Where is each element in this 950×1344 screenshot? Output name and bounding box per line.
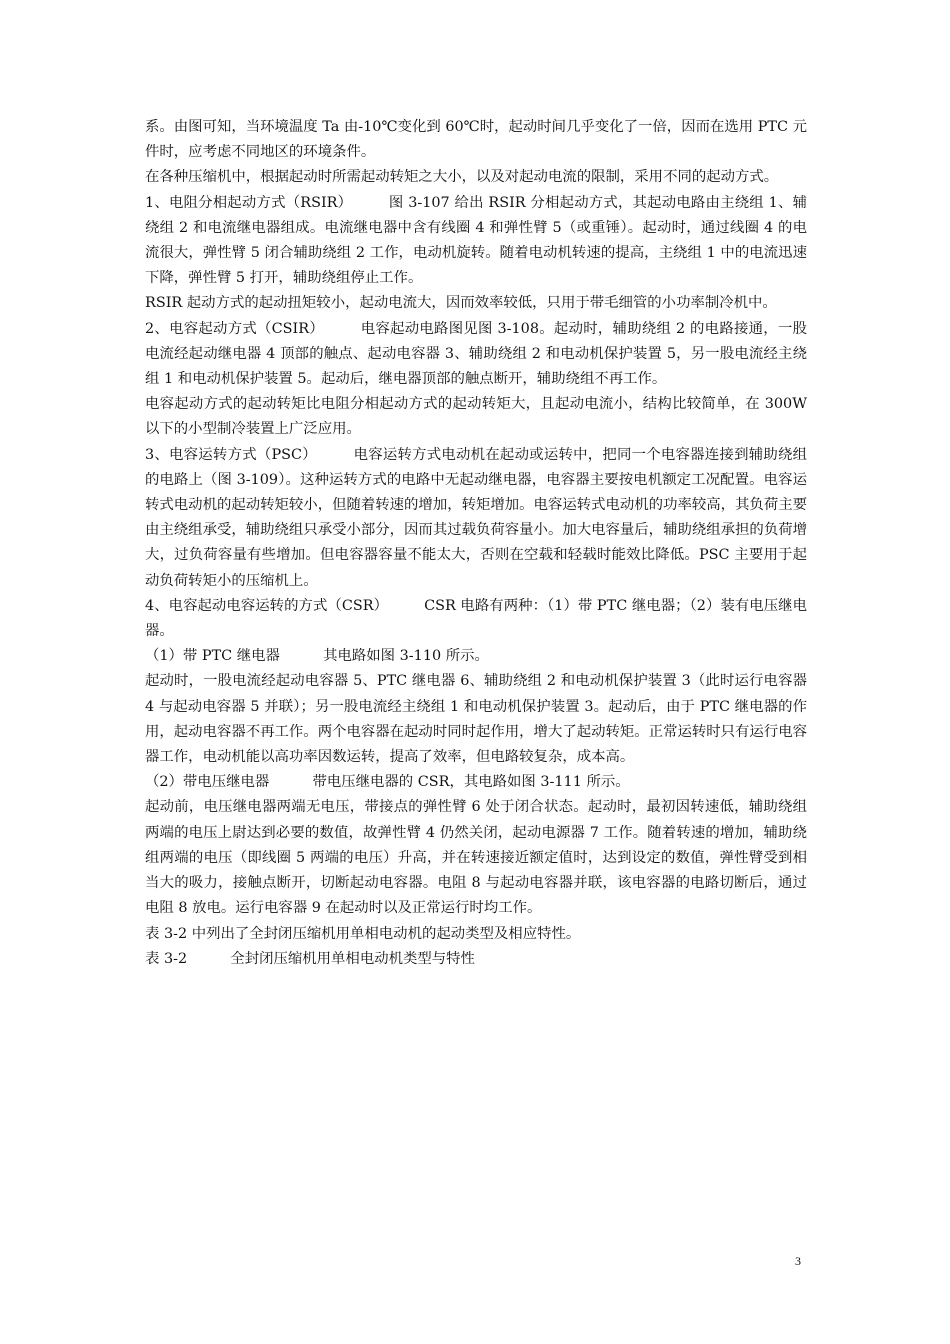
table-caption: 表 3-2 全封闭压缩机用单相电动机类型与特性	[145, 950, 475, 967]
paragraph-csr-ptc-heading: （1）带 PTC 继电器 其电路如图 3-110 所示。	[145, 648, 489, 665]
paragraph-csir-note: 电容起动方式的起动转矩比电阻分相起动方式的起动转矩大，且起动电流小，结构比较简单，在 300W 以下的小型制冷装置上广泛应用。	[145, 396, 807, 438]
paragraph-rsir-note: RSIR 起动方式的起动扭矩较小，起动电流大，因而效率较低，只用于带毛细管的小功率制冷机中。	[145, 295, 777, 312]
paragraph-psc: 3、电容运转方式（PSC） 电容运转方式电动机在起动或运转中，把同一个电容器连接到辅助绕组的电路上（图 3-109）。这种运转方式的电路中无起动继电器，电容器主要按电机额定工况配置。电容运转式电动机的起动转矩较小，但随着转速的增加，转矩增加。电容运转式电动机的功率较高，其负荷主要由主绕组承受，辅助绕组只承受小部分，因而其过载负荷容量小。加大电容量后，辅助绕组承担的负荷增大，过负荷容量有些增加。但电容器容量不能太大，否则在空载和轻载时能效比降低。PSC 主要用于起动负荷转矩小的压缩机上。	[145, 446, 807, 589]
paragraph-table-intro: 表 3-2 中列出了全封闭压缩机用单相电动机的起动类型及相应特性。	[145, 925, 581, 942]
document-body	[145, 115, 807, 972]
paragraph-csr: 4、电容起动电容运转的方式（CSR） CSR 电路有两种：（1）带 PTC 继电器；（2）装有电压继电器。	[145, 597, 807, 640]
paragraph-rsir: 1、电阻分相起动方式（RSIR） 图 3-107 给出 RSIR 分相起动方式，其起动电路由主绕组 1、辅绕组 2 和电流继电器组成。电流继电器中含有线圈 4 和弹性臂 5（或重锤）。起动时，通过线圈 4 的电流很大，弹性臂 5 闭合辅助绕组 2 工作，电动机旋转。随着电动机转速的提高，主绕组 1 中的电流迅速下降，弹性臂 5 打开，辅助绕组停止工作。	[145, 194, 807, 287]
paragraph-csr-voltage-heading: （2）带电压继电器 带电压继电器的 CSR，其电路如图 3-111 所示。	[145, 774, 630, 791]
page-number: 3	[795, 1254, 801, 1268]
paragraph-csir: 2、电容起动方式（CSIR） 电容起动电路图见图 3-108。起动时，辅助绕组 2 的电路接通，一股电流经起动继电器 4 顶部的触点、起动电容器 3、辅助绕组 2 和电动机保护装置 5，另一股电流经主绕组 1 和电动机保护装置 5。起动后，继电器顶部的触点断开，辅助绕组不再工作。	[145, 320, 807, 388]
paragraph-csr-voltage: 起动前，电压继电器两端无电压，带接点的弹性臂 6 处于闭合状态。起动时，最初因转速低，辅助绕组两端的电压上尉达到必要的数值，故弹性臂 4 仍然关闭，起动电源器 7 工作。随着转速的增加，辅助绕组两端的电压（即线圈 5 两端的电压）升高，并在转速接近额定值时，达到设定的数值，弹性臂受到相当大的吸力，接触点断开，切断起动电容器。电阻 8 与起动电容器并联，该电容器的电路切断后，通过电阻 8 放电。运行电容器 9 在起动时以及正常运行时均工作。	[145, 799, 807, 917]
paragraph-csr-ptc: 起动时，一股电流经起动电容器 5、PTC 继电器 6、辅助绕组 2 和电动机保护装置 3（此时运行电容器 4 与起动电容器 5 并联）；另一股电流经主绕组 1 和电动机保护装置 3。起动后，由于 PTC 继电器的作用，起动电容器不再工作。两个电容器在起动时同时起作用，增大了起动转矩。正常运转时只有运行电容器工作，电动机能以高功率因数运转，提高了效率，但电路较复杂，成本高。	[145, 673, 807, 766]
paragraph-start-methods-intro: 在各种压缩机中，根据起动时所需起动转矩之大小，以及对起动电流的限制，采用不同的起动方式。	[145, 169, 779, 186]
paragraph-ptc-ambient: 系。由图可知，当环境温度 Ta 由-10℃变化到 60℃时，起动时间几乎变化了一倍，因而在选用 PTC 元件时，应考虑不同地区的环境条件。	[145, 119, 807, 161]
